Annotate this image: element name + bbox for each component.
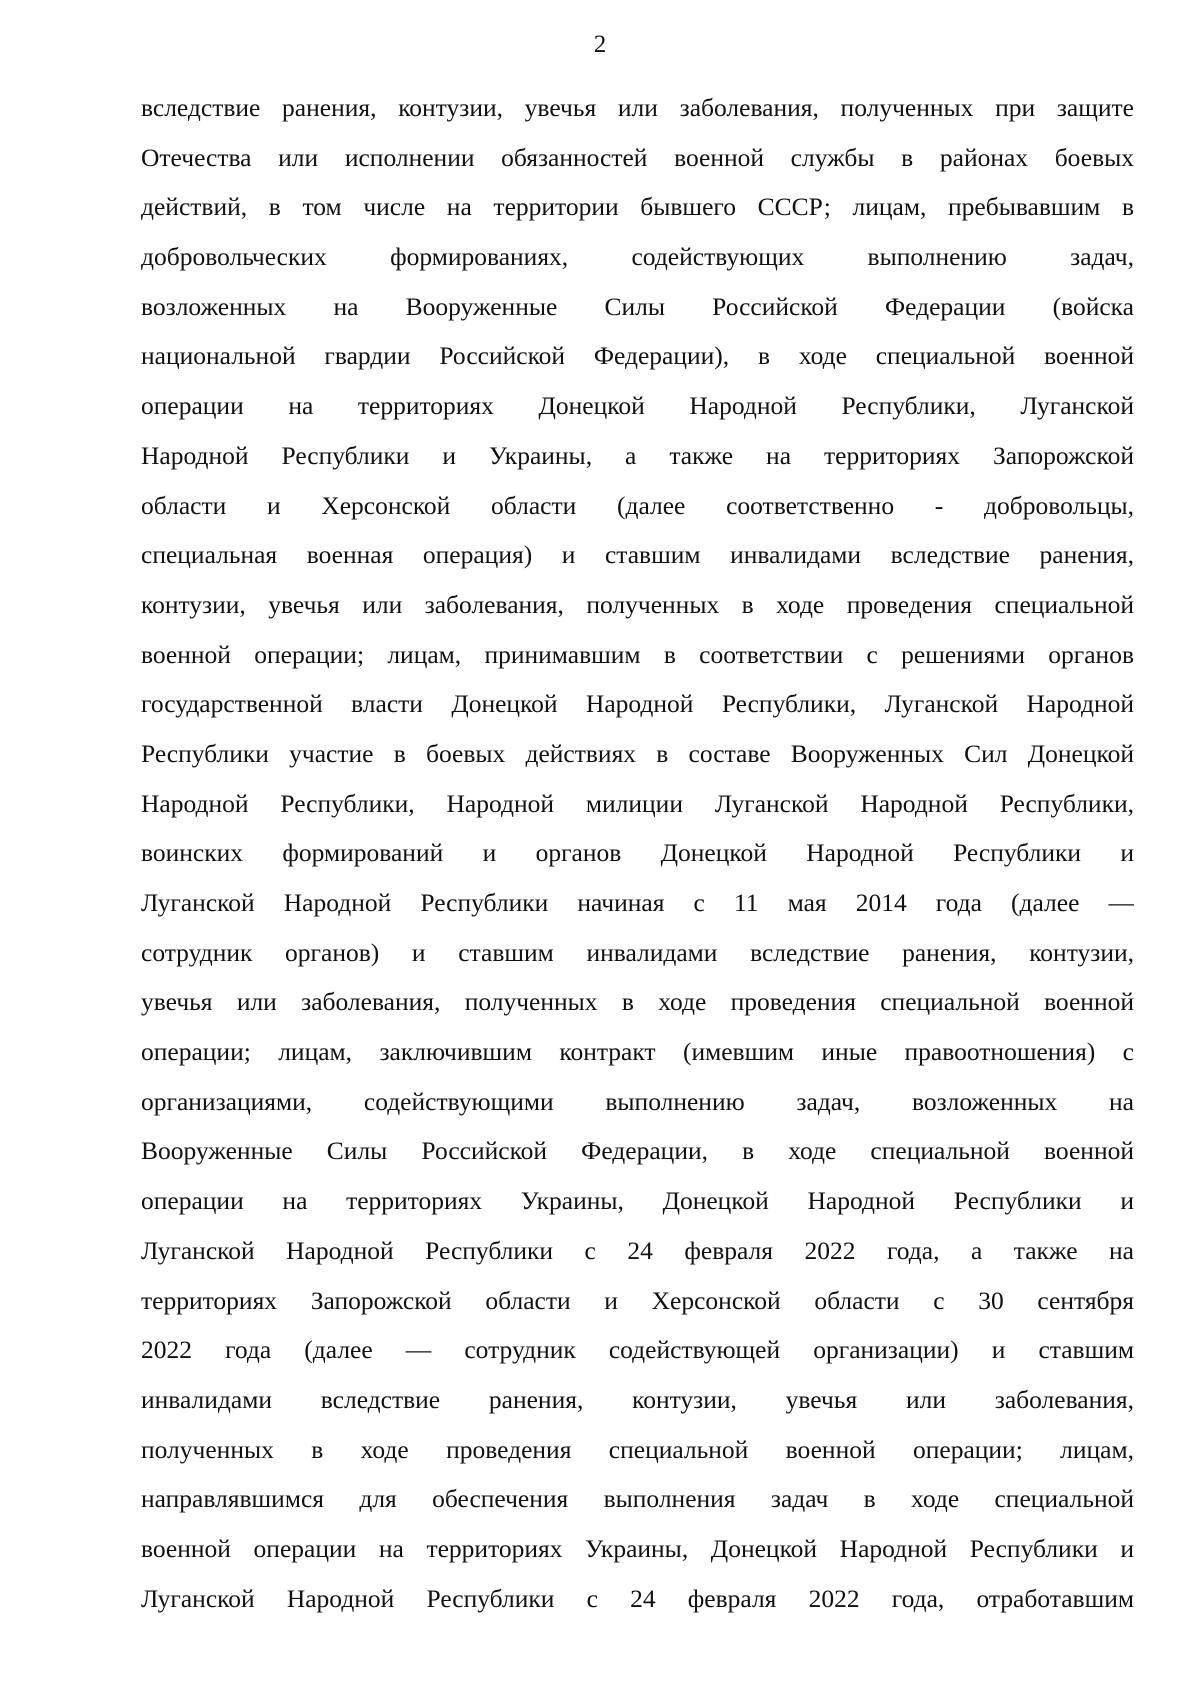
- text-line: 2022 года (далее — сотрудник содействующей организации) и ставшим: [141, 1335, 1134, 1365]
- text-line: полученных в ходе проведения специальной военной операции; лицам,: [141, 1434, 1134, 1464]
- text-line: Луганской Народной Республики с 24 февраля 2022 года, а также на: [141, 1235, 1134, 1265]
- text-line: увечья или заболевания, полученных в ходе проведения специальной военной: [141, 987, 1134, 1017]
- text-line: сотрудник органов) и ставшим инвалидами вследствие ранения, контузии,: [141, 937, 1134, 967]
- text-line: Народной Республики, Народной милиции Луганской Народной Республики,: [141, 788, 1134, 818]
- text-line: государственной власти Донецкой Народной Республики, Луганской Народной: [141, 689, 1134, 719]
- text-line: организациями, содействующими выполнению задач, возложенных на: [141, 1086, 1134, 1116]
- text-line: контузии, увечья или заболевания, полученных в ходе проведения специальной: [141, 589, 1134, 619]
- text-line: вследствие ранения, контузии, увечья или заболевания, полученных при защите: [141, 93, 1134, 122]
- text-line: операции на территориях Донецкой Народной Республики, Луганской: [141, 391, 1134, 421]
- document-body: [141, 83, 1134, 1623]
- text-line: области и Херсонской области (далее соответственно - добровольцы,: [141, 490, 1134, 520]
- text-line: национальной гвардии Российской Федерации), в ходе специальной военной: [141, 341, 1134, 371]
- text-line: операции; лицам, заключившим контракт (имевшим иные правоотношения) с: [141, 1037, 1134, 1067]
- text-line: Отечества или исполнении обязанностей военной службы в районах боевых: [141, 142, 1134, 172]
- text-line: территориях Запорожской области и Херсонской области с 30 сентября: [141, 1285, 1134, 1315]
- text-line: добровольческих формированиях, содействующих выполнению задач,: [141, 242, 1134, 272]
- text-line: Луганской Народной Республики начиная с 11 мая 2014 года (далее —: [141, 888, 1134, 917]
- text-line: направлявшимся для обеспечения выполнения задач в ходе специальной: [141, 1484, 1134, 1514]
- text-line: военной операции на территориях Украины, Донецкой Народной Республики и: [141, 1533, 1134, 1563]
- text-line: специальная военная операция) и ставшим инвалидами вследствие ранения,: [141, 540, 1134, 570]
- text-line: операции на территориях Украины, Донецкой Народной Республики и: [141, 1186, 1134, 1216]
- text-line: Луганской Народной Республики с 24 февраля 2022 года, отработавшим: [141, 1583, 1134, 1613]
- text-line: Народной Республики и Украины, а также на территориях Запорожской: [141, 440, 1134, 470]
- text-line: военной операции; лицам, принимавшим в соответствии с решениями органов: [141, 639, 1134, 669]
- text-line: воинских формирований и органов Донецкой Народной Республики и: [141, 838, 1134, 868]
- text-line: Вооруженные Силы Российской Федерации, в ходе специальной военной: [141, 1136, 1134, 1166]
- page-number: 2: [593, 31, 607, 58]
- text-line: возложенных на Вооруженные Силы Российской Федерации (войска: [141, 291, 1134, 321]
- text-line: действий, в том числе на территории бывшего СССР; лицам, пребывавшим в: [141, 192, 1134, 222]
- text-line: инвалидами вследствие ранения, контузии, увечья или заболевания,: [141, 1384, 1134, 1414]
- text-line: Республики участие в боевых действиях в составе Вооруженных Сил Донецкой: [141, 738, 1134, 768]
